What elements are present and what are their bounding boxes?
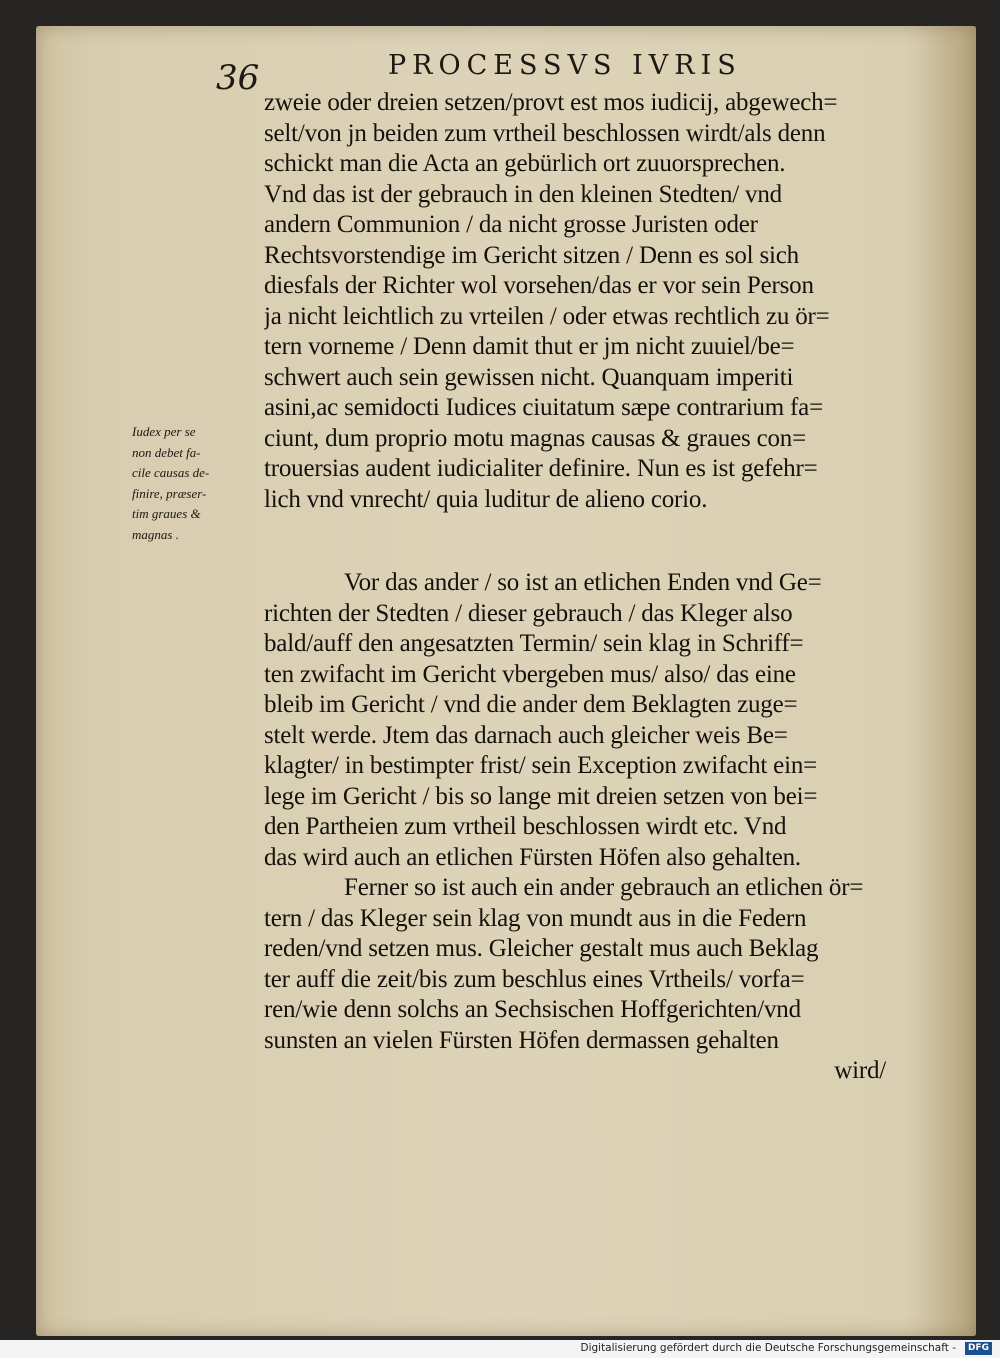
text-line: lege im Gericht / bis so lange mit dreien setzen von bei=: [264, 782, 818, 810]
margin-note-line: cile causas de-: [132, 465, 210, 480]
margin-note-line: non debet fa-: [132, 444, 201, 460]
dfg-logo-icon: DFG: [965, 1342, 992, 1355]
page-number: 36: [216, 58, 260, 98]
text-line: ter auff die zeit/bis zum beschlus eines Vrtheils/ vorfa=: [264, 965, 805, 993]
text-line: den Partheien zum vrtheil beschlossen wirdt etc. Vnd: [264, 813, 787, 840]
text-line: das wird auch an etlichen Fürsten Höfen also gehalten.: [264, 843, 801, 871]
text-line: bald/auff den angesatzten Termin/ sein klag in Schriff=: [264, 630, 804, 657]
margin-note-line: Iudex per se: [132, 424, 196, 439]
text-line: ciunt, dum proprio motu magnas causas & graues con=: [264, 424, 806, 452]
text-line: Rechtsvorstendige im Gericht sitzen / Denn es sol sich: [264, 241, 799, 269]
margin-note: [132, 422, 252, 545]
margin-note-line: tim graues &: [132, 506, 201, 521]
text-line: klagter/ in bestimpter frist/ sein Exception zwifacht ein=: [264, 752, 818, 779]
margin-note-line: finire, præser-: [132, 485, 207, 501]
page-edge-stain: [916, 26, 976, 1336]
body-paragraph-1: [264, 88, 886, 515]
text-line: wird/: [834, 1057, 886, 1084]
text-line: bleib im Gericht / vnd die ander dem Beklagten zuge=: [264, 691, 798, 718]
text-line: ja nicht leichtlich zu vrteilen / oder etwas rechtlich zu ör=: [264, 302, 830, 330]
running-head: PROCESSVS IVRIS: [388, 50, 742, 81]
text-line: Vor das ander / so ist an etlichen Enden vnd Ge=: [344, 569, 822, 596]
text-line: zweie oder dreien setzen/provt est mos iudicij, abgewech=: [264, 89, 838, 116]
footer-band: [0, 1340, 1000, 1358]
text-line: diesfals der Richter wol vorsehen/das er vor sein Person: [264, 272, 814, 299]
text-line: lich vnd vnrecht/ quia luditur de alieno corio.: [264, 485, 708, 513]
text-line: asini,ac semidocti Iudices ciuitatum sæpe contrarium fa=: [264, 394, 823, 421]
text-line: reden/vnd setzen mus. Gleicher gestalt mus auch Beklag: [264, 935, 819, 962]
text-line: ren/wie denn solchs an Sechsischen Hoffgerichten/vnd: [264, 996, 801, 1023]
text-line: selt/von jn beiden zum vrtheil beschlossen wirdt/als denn: [264, 119, 826, 147]
text-line: Ferner so ist auch ein ander gebrauch an etlichen ör=: [344, 874, 864, 901]
text-line: schickt man die Acta an gebürlich ort zuuorsprechen.: [264, 150, 786, 177]
body-paragraph-2: [264, 568, 886, 1087]
margin-note-line: magnas .: [132, 526, 179, 542]
footer-credit: Digitalisierung gefördert durch die Deutsche Forschungsgemeinschaft -: [580, 1342, 956, 1354]
text-line: schwert auch sein gewissen nicht. Quanquam imperiti: [264, 363, 794, 391]
text-line: tern / das Kleger sein klag von mundt aus in die Federn: [264, 904, 807, 932]
text-line: tern vorneme / Denn damit thut er jm nicht zuuiel/be=: [264, 333, 795, 360]
text-line: trouersias audent iudicialiter definire. Nun es ist gefehr=: [264, 455, 818, 482]
text-line: richten der Stedten / dieser gebrauch / das Kleger also: [264, 599, 793, 627]
text-line: andern Communion / da nicht grosse Juristen oder: [264, 211, 758, 238]
text-line: Vnd das ist der gebrauch in den kleinen Stedten/ vnd: [264, 180, 782, 208]
text-line: stelt werde. Jtem das darnach auch gleicher weis Be=: [264, 721, 788, 749]
text-line: sunsten an vielen Fürsten Höfen dermassen gehalten: [264, 1026, 779, 1054]
text-line: ten zwifacht im Gericht vbergeben mus/ also/ das eine: [264, 660, 796, 688]
